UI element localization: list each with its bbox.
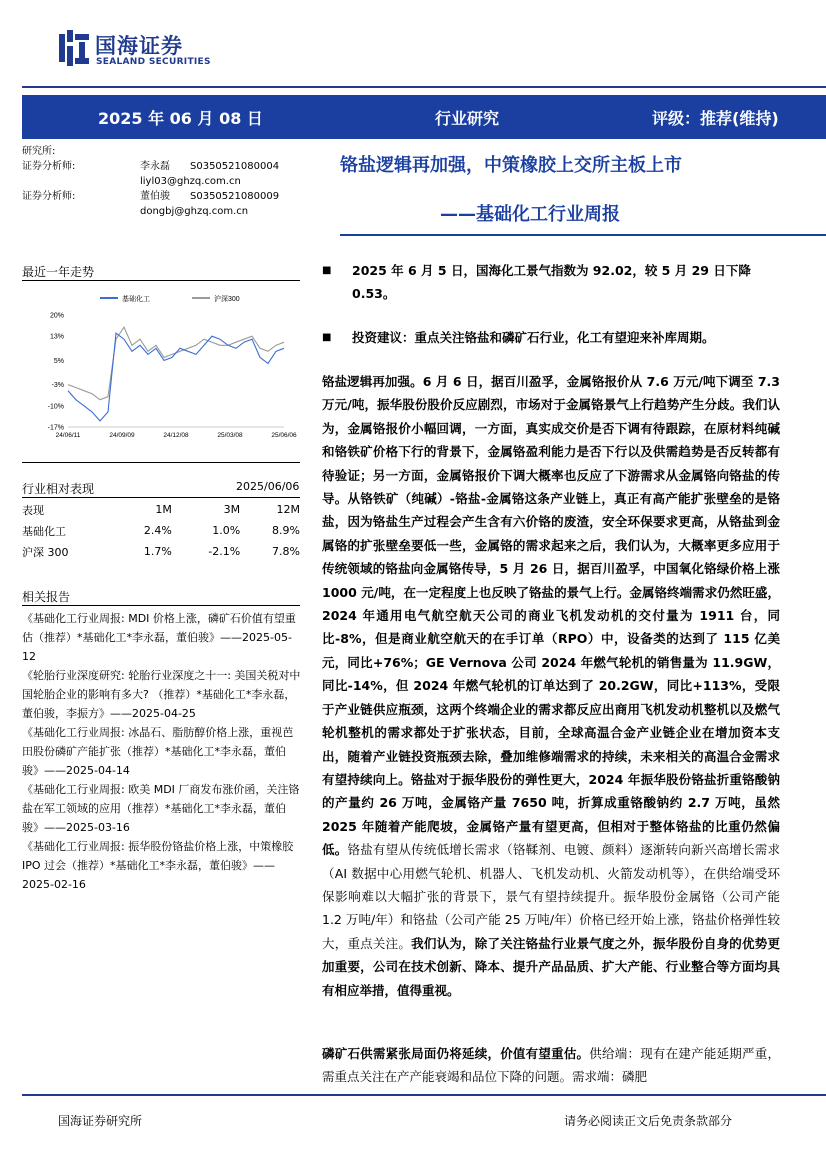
bullet-square-icon: ■ xyxy=(322,265,332,276)
analyst-email: liyl03@ghzq.com.cn xyxy=(140,176,241,187)
logo-text-en: SEALAND SECURITIES xyxy=(96,57,211,67)
related-divider xyxy=(22,605,300,606)
performance-heading: 行业相对表现 xyxy=(22,482,95,496)
legend-label: 沪深300 xyxy=(214,296,240,303)
x-tick-label: 24/09/09 xyxy=(109,432,135,439)
paragraph-conclusion: 我们认为，除了关注铬盐行业景气度之外，振华股份自身的优势更加重要，公司在技术创新、降本、提升产品品质、扩大产能、行业整合等方面均具有相应举措，值得重视。 xyxy=(322,935,780,998)
report-title: 铬盐逻辑再加强，中策橡胶上交所主板上市 xyxy=(340,155,682,176)
sealand-logo-icon xyxy=(57,30,91,66)
paragraph-lead: 铬盐逻辑再加强。6 月 6 日，据百川盈孚，金属铬报价从 7.6 万元/吨下调至 7.3 万元/吨，振华股份股价反应剧烈，市场对于金属铬景气上行趋势产生分歧。我们认为，金属铬报价小幅回调，一方面，真实成交价是否下调有待跟踪，在原材料纯碱和铬铁矿价格下行的背景下，金属铬盈利能力是否下行以及供需趋势是否反转都有待验证；另一方面，金属铬报价下调大概率也反应了下游需求从金属铬向铬盐的传导。从铬铁矿（纯碱）-铬盐-金属铬这条产业链上，真正有高产能扩张壁垒的是铬盐，因为铬盐生产过程会产生含有六价铬的废渣，安全环保要求更高，从铬盐到金属铬的扩张壁垒要低一些，金属铬的需求起来之后，我们认为，大概率更多应用于传统领域的铬盐向金属铬传导，5 月 26 日，据百川盈孚，中国氧化铬绿价格上涨 1000 元/吨，在一定程度上也反映了铬盐的景气上行。金属铬终端需求仍然旺盛，2024 年通用电气航空航天公司的商业飞机发动机的交付量为 1911 台，同比-8%，但是商业航空航天的在手订单（RPO）中，设备类的达到了 115 亿美元，同比+76%；GE Vernova 公司 2024 年燃气轮机的销售量为 11.9GW，同比-14%，但 2024 年燃气轮机的订单达到了 20.2GW，同比+113%，受限于产业链供应瓶颈，这两个终端企业的需求都反应出商用飞机发动机整机以及燃气轮机整机的需求都处于扩张状态，目前，全球高温合金产业链企业在增加资本支出，随着产业链投资瓶颈去除，叠加维修端需求的持续，未来相关的高温合金需求有望持续向上。铬盐对于振华股份的弹性更大，2024 年振华股份铬盐折重铬酸钠的产量约 26 万吨，金属铬产量 7650 吨，折算成重铬酸钠约 2.7 万吨，虽然 2025 年随着产能爬坡，金属铬产量有望更高，但相对于整体铬盐的比重仍然偏低。 xyxy=(322,374,780,858)
report-rating: 评级：推荐(维持) xyxy=(652,109,779,128)
analyst-name: 董伯骏 xyxy=(140,191,170,202)
y-tick-label: -10% xyxy=(47,403,64,411)
header-bar xyxy=(22,95,826,139)
x-tick-label: 24/06/11 xyxy=(55,432,81,439)
table-cell: 1.7% xyxy=(143,545,172,558)
table-cell: -2.1% xyxy=(208,545,241,558)
table-row xyxy=(22,520,300,541)
trend-heading: 最近一年走势 xyxy=(22,265,95,279)
y-tick-label: 13% xyxy=(49,333,64,341)
x-tick-label: 25/03/08 xyxy=(217,432,243,439)
x-tick-label: 25/06/06 xyxy=(271,432,297,439)
report-subtitle: ——基础化工行业周报 xyxy=(440,204,620,225)
table-header: 12M xyxy=(276,503,300,516)
x-tick-label: 24/12/08 xyxy=(163,432,189,439)
company-logo xyxy=(57,30,217,70)
paragraph-lead: 磷矿石供需紧张局面仍将延续，价值有望重估。 xyxy=(322,1046,590,1061)
legend-label: 基础化工 xyxy=(122,296,150,303)
analyst-block xyxy=(22,144,280,219)
body-paragraph xyxy=(322,1042,780,1089)
footer-disclaimer: 请务必阅读正文后免责条款部分 xyxy=(564,1114,733,1128)
bullet-item xyxy=(322,259,782,305)
analyst-id: S0350521080004 xyxy=(190,161,280,172)
footer-divider xyxy=(22,1094,826,1096)
related-report-link[interactable]: 《基础化工行业周报: 振华股份铬盐价格上涨，中策橡胶 IPO 过会（推荐）*基础化工*李永磊，董伯骏》——2025-02-16 xyxy=(22,840,294,891)
table-cell: 1.0% xyxy=(212,524,241,537)
paragraph-text: 铬盐有望从传统低增长需求（铬鞣剂、电镀、颜料）逐渐转向新兴高增长需求（AI 数据中心用燃气轮机、机器人、飞机发动机、火箭发动机等），在供给端受环保影响难以大幅扩张的背景下，景气有望持续提升。振华股份金属铬（公司产能 1.2 万吨/年）和铬盐（公司产能 25 万吨/年）价格已经开始上涨，铬盐价格弹性较大，重点关注。 xyxy=(322,842,780,951)
performance-date: 2025/06/06 xyxy=(236,480,300,493)
table-cell: 基础化工 xyxy=(22,524,66,538)
performance-table xyxy=(22,499,300,562)
bullet-text: 2025 年 6 月 5 日，国海化工景气指数为 92.02，较 5 月 29 日下降 0.53。 xyxy=(352,263,751,301)
y-tick-label: 20% xyxy=(49,312,64,320)
performance-divider xyxy=(22,497,300,498)
body-paragraph xyxy=(322,370,780,1002)
analyst-role: 证券分析师: xyxy=(22,161,76,172)
report-type: 行业研究 xyxy=(435,109,500,128)
related-report-link[interactable]: 《基础化工行业周报: 冰晶石、脂肪醇价格上涨，重视芭田股份磷矿产能扩张（推荐）*基础化工*李永磊，董伯骏》——2025-04-14 xyxy=(22,726,294,777)
table-header: 3M xyxy=(223,503,241,516)
related-report-link[interactable]: 《基础化工行业周报: MDI 价格上涨，磷矿石价值有望重估（推荐）*基础化工*李永磊，董伯骏》——2025-05-12 xyxy=(22,612,296,663)
table-header: 表现 xyxy=(22,503,44,517)
footer-institute: 国海证券研究所 xyxy=(58,1114,143,1128)
chart-bottom-divider xyxy=(22,462,300,463)
report-date: 2025 年 06 月 08 日 xyxy=(98,109,263,128)
analyst-id: S0350521080009 xyxy=(190,191,280,202)
table-header-row xyxy=(22,499,300,520)
y-tick-label: 5% xyxy=(53,357,64,365)
related-heading: 相关报告 xyxy=(22,590,71,604)
title-divider xyxy=(340,234,826,236)
y-tick-label: -3% xyxy=(51,382,64,390)
table-cell: 沪深 300 xyxy=(22,545,69,559)
related-report-link[interactable]: 《轮胎行业深度研究: 轮胎行业深度之十一: 美国关税对中国轮胎企业的影响有多大? （推荐）*基础化工*李永磊，董伯骏，李振方》——2025-04-25 xyxy=(22,669,301,720)
table-cell: 2.4% xyxy=(143,524,172,537)
logo-text-cn: 国海证券 xyxy=(95,34,183,58)
bullet-text: 投资建议：重点关注铬盐和磷矿石行业，化工有望迎来补库周期。 xyxy=(352,330,715,345)
analyst-name: 李永磊 xyxy=(140,161,170,172)
paragraph-text: 供给端：现有在建产能延期严重，需重点关注在产产能衰竭和品位下降的问题。需求端：磷肥 xyxy=(322,1046,780,1085)
table-header: 1M xyxy=(155,503,172,516)
trend-divider xyxy=(22,280,300,281)
analyst-role: 证券分析师: xyxy=(22,191,76,202)
related-report-link[interactable]: 《基础化工行业周报: 欧美 MDI 厂商发布涨价函，关注铬盐在军工领域的应用（推荐）*基础化工*李永磊，董伯骏》——2025-03-16 xyxy=(22,783,300,834)
institute-label: 研究所: xyxy=(22,146,56,157)
y-tick-label: -17% xyxy=(47,424,64,432)
bullet-item xyxy=(322,326,782,349)
header-divider xyxy=(22,86,826,88)
trend-chart xyxy=(22,285,300,445)
table-cell: 8.9% xyxy=(272,524,300,537)
related-reports-list xyxy=(22,609,302,894)
bullet-square-icon: ■ xyxy=(322,332,332,343)
analyst-email: dongbj@ghzq.com.cn xyxy=(140,206,249,217)
table-row xyxy=(22,541,300,562)
table-cell: 7.8% xyxy=(272,545,300,558)
